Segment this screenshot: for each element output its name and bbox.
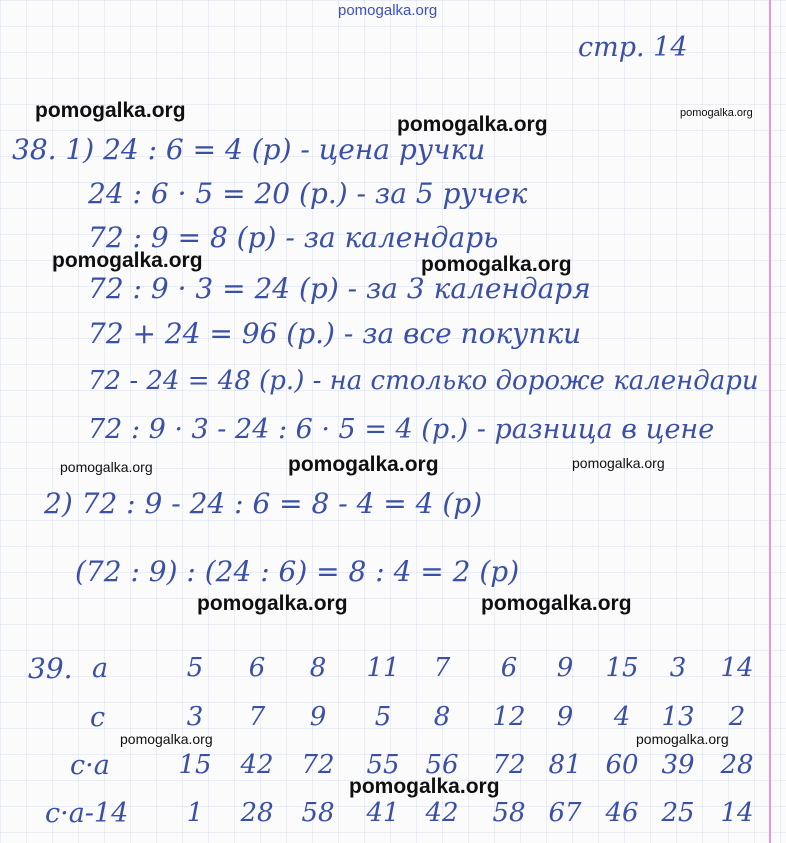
table-cell: 15 bbox=[178, 750, 212, 780]
table-cell: 4 bbox=[613, 702, 631, 732]
row-label-ca: c·a bbox=[70, 750, 110, 781]
task38-line-4: 72 : 9 · 3 = 24 (р) - за 3 календаря bbox=[88, 272, 591, 305]
table-cell: 28 bbox=[720, 750, 754, 780]
table-cell: 58 bbox=[492, 798, 526, 828]
task38-line-7: 72 : 9 · 3 - 24 : 6 · 5 = 4 (р.) - разница в цене bbox=[88, 414, 715, 445]
watermark: pomogalka.org bbox=[349, 775, 500, 798]
table-cell: 11 bbox=[366, 653, 400, 683]
watermark: pomogalka.org bbox=[397, 113, 548, 136]
table-cell: 7 bbox=[433, 653, 451, 683]
task38-line-3: 72 : 9 = 8 (р) - за календарь bbox=[88, 221, 499, 254]
watermark: pomogalka.org bbox=[680, 107, 753, 119]
table-cell: 58 bbox=[301, 798, 335, 828]
table-cell: 42 bbox=[240, 750, 274, 780]
table-cell: 5 bbox=[186, 653, 204, 683]
table-cell: 7 bbox=[248, 702, 266, 732]
table-cell: 81 bbox=[548, 750, 582, 780]
watermark: pomogalka.org bbox=[120, 731, 213, 747]
table-cell: 15 bbox=[605, 653, 639, 683]
watermark: pomogalka.org bbox=[572, 455, 665, 471]
table-cell: 46 bbox=[605, 798, 639, 828]
table-cell: 14 bbox=[720, 798, 754, 828]
watermark: pomogalka.org bbox=[197, 592, 348, 615]
table-cell: 6 bbox=[248, 653, 266, 683]
table-cell: 9 bbox=[309, 702, 327, 732]
watermark: pomogalka.org bbox=[35, 99, 186, 122]
row-label-ca-14: c·a-14 bbox=[45, 798, 129, 829]
table-cell: 72 bbox=[492, 750, 526, 780]
task38-line-1: 38. 1) 24 : 6 = 4 (р) - цена ручки bbox=[12, 133, 486, 166]
table-cell: 13 bbox=[661, 702, 695, 732]
page-label: стр. 14 bbox=[578, 32, 688, 63]
table-cell: 12 bbox=[492, 702, 526, 732]
table-cell: 2 bbox=[728, 702, 746, 732]
task39-number: 39. bbox=[28, 652, 73, 685]
watermark: pomogalka.org bbox=[52, 249, 203, 272]
table-cell: 41 bbox=[366, 798, 400, 828]
watermark: pomogalka.org bbox=[636, 731, 729, 747]
watermark: pomogalka.org bbox=[60, 459, 153, 475]
watermark-top: pomogalka.org bbox=[338, 2, 438, 19]
table-cell: 8 bbox=[309, 653, 327, 683]
table-cell: 14 bbox=[720, 653, 754, 683]
table-cell: 8 bbox=[433, 702, 451, 732]
table-cell: 28 bbox=[240, 798, 274, 828]
task38-line-6: 72 - 24 = 48 (р.) - на столько дороже календари bbox=[88, 366, 759, 396]
table-cell: 1 bbox=[186, 798, 204, 828]
margin-line bbox=[769, 0, 771, 843]
task38-line-9: (72 : 9) : (24 : 6) = 8 : 4 = 2 (р) bbox=[75, 555, 520, 588]
watermark: pomogalka.org bbox=[288, 453, 439, 476]
table-cell: 39 bbox=[661, 750, 695, 780]
task38-line-2: 24 : 6 · 5 = 20 (р.) - за 5 ручек bbox=[88, 177, 528, 210]
task38-line-5: 72 + 24 = 96 (р.) - за все покупки bbox=[88, 317, 582, 350]
table-cell: 72 bbox=[301, 750, 335, 780]
table-cell: 25 bbox=[661, 798, 695, 828]
table-cell: 3 bbox=[186, 702, 204, 732]
row-label-a: a bbox=[92, 653, 109, 684]
table-cell: 42 bbox=[425, 798, 459, 828]
table-cell: 9 bbox=[556, 653, 574, 683]
task38-line-8: 2) 72 : 9 - 24 : 6 = 8 - 4 = 4 (р) bbox=[44, 487, 483, 520]
table-cell: 60 bbox=[605, 750, 639, 780]
watermark: pomogalka.org bbox=[481, 592, 632, 615]
table-cell: 5 bbox=[374, 702, 392, 732]
table-cell: 56 bbox=[425, 750, 459, 780]
table-cell: 6 bbox=[500, 653, 518, 683]
table-cell: 9 bbox=[556, 702, 574, 732]
table-cell: 55 bbox=[366, 750, 400, 780]
table-cell: 67 bbox=[548, 798, 582, 828]
table-cell: 3 bbox=[669, 653, 687, 683]
watermark: pomogalka.org bbox=[421, 253, 572, 276]
row-label-c: c bbox=[90, 702, 106, 733]
